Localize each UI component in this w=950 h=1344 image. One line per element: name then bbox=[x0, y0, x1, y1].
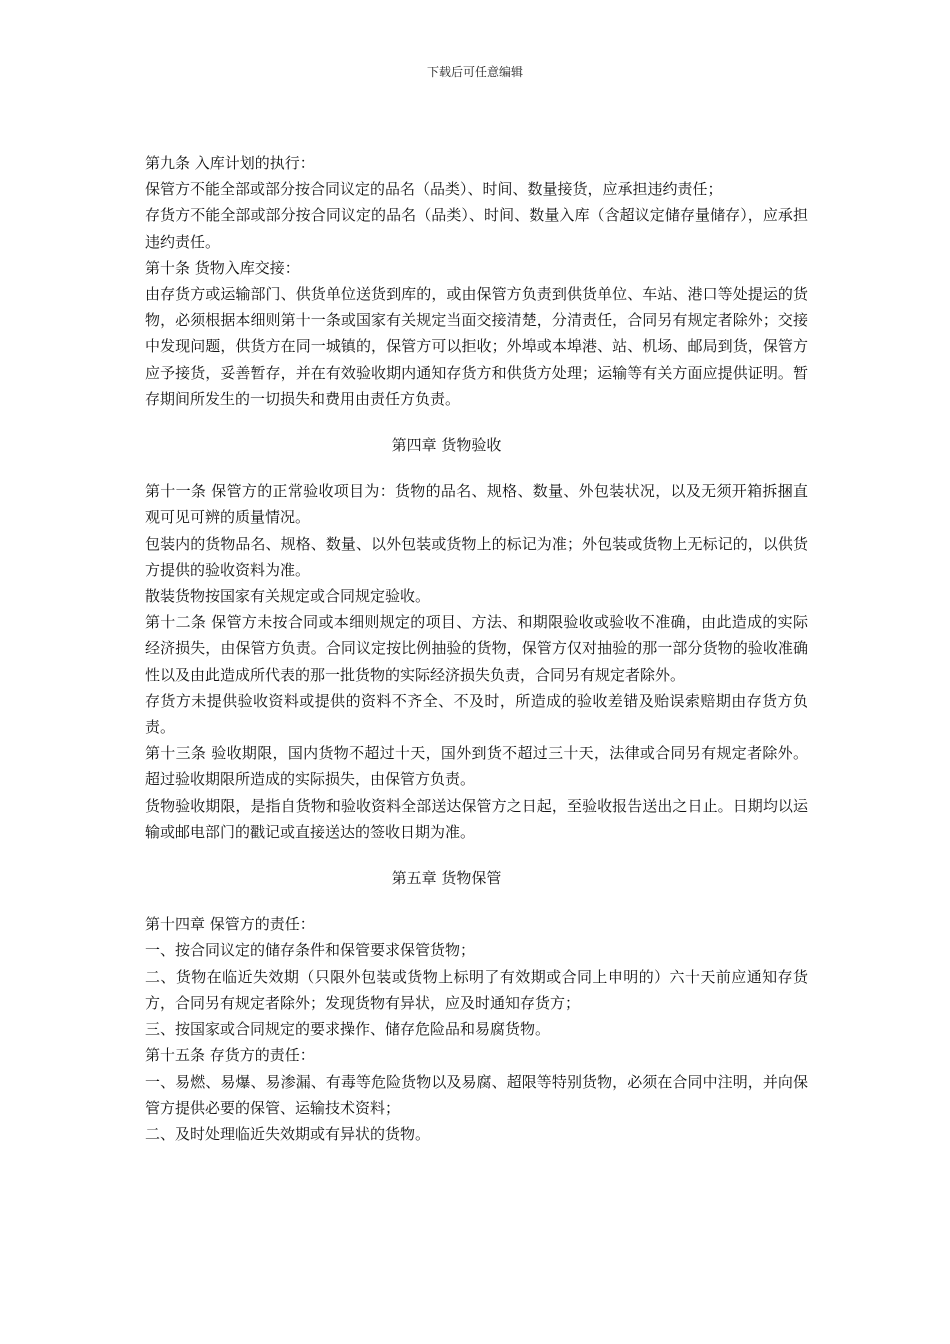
document-body bbox=[145, 150, 808, 1147]
paragraph: 存货方不能全部或部分按合同议定的品名（品类）、时间、数量入库（含超议定储存量储存），应承担违约责任。 bbox=[145, 206, 808, 251]
list-item: 二、货物在临近失效期（只限外包装或货物上标明了有效期或合同上申明的）六十天前应通知存货方，合同另有规定者除外；发现货物有异状，应及时通知存货方； bbox=[145, 967, 808, 1012]
article-10-title: 第十条 货物入库交接： bbox=[145, 258, 300, 277]
article-14-title: 第十四章 保管方的责任： bbox=[145, 915, 315, 934]
article-12-paragraph: 第十二条 保管方未按合同或本细则规定的项目、方法、和期限验收或验收不准确，由此造成的实际经济损失，由保管方负责。合同议定按比例抽验的货物，保管方仅对抽验的那一部分货物的验收准确性以及由此造成所代表的那一批货物的实际经济损失负责，合同另有规定者除外。 bbox=[145, 613, 808, 684]
paragraph: 包装内的货物品名、规格、数量、以外包装或货物上的标记为准；外包装或货物上无标记的，以供货方提供的验收资料为准。 bbox=[145, 534, 808, 579]
list-item: 二、及时处理临近失效期或有异状的货物。 bbox=[145, 1124, 431, 1143]
article-15-title: 第十五条 存货方的责任： bbox=[145, 1046, 315, 1065]
article-11-paragraph: 第十一条 保管方的正常验收项目为：货物的品名、规格、数量、外包装状况，以及无须开箱拆捆直观可见可辨的质量情况。 bbox=[145, 482, 808, 527]
paragraph: 货物验收期限，是指自货物和验收资料全部送达保管方之日起，至验收报告送出之日止。日期均以运输或邮电部门的戳记或直接送达的签收日期为准。 bbox=[145, 796, 808, 841]
chapter-5-heading: 第五章 货物保管 bbox=[391, 869, 502, 888]
chapter-4-heading: 第四章 货物验收 bbox=[391, 436, 502, 455]
article-9-title: 第九条 入库计划的执行： bbox=[145, 154, 315, 172]
list-item: 三、按国家或合同规定的要求操作、储存危险品和易腐货物。 bbox=[145, 1020, 551, 1039]
paragraph: 存货方未提供验收资料或提供的资料不齐全、不及时，所造成的验收差错及贻误索赔期由存货方负责。 bbox=[145, 691, 808, 737]
list-item: 一、易燃、易爆、易渗漏、有毒等危险货物以及易腐、超限等特别货物，必须在合同中注明，并向保管方提供必要的保管、运输技术资料； bbox=[145, 1072, 808, 1117]
header-note: 下载后可任意编辑 bbox=[426, 65, 523, 79]
paragraph: 保管方不能全部或部分按合同议定的品名（品类）、时间、数量接货，应承担违约责任； bbox=[145, 180, 723, 199]
paragraph: 散装货物按国家有关规定或合同规定验收。 bbox=[145, 587, 431, 606]
list-item: 一、按合同议定的储存条件和保管要求保管货物； bbox=[145, 941, 476, 960]
article-13-paragraph: 第十三条 验收期限，国内货物不超过十天，国外到货不超过三十天，法律或合同另有规定者除外。超过验收期限所造成的实际损失，由保管方负责。 bbox=[145, 744, 808, 789]
paragraph: 由存货方或运输部门、供货单位送货到库的，或由保管方负责到供货单位、车站、港口等处提运的货物，必须根据本细则第十一条或国家有关规定当面交接清楚，分清责任，合同另有规定者除外；交接中发现问题，供货方在同一城镇的，保管方可以拒收；外埠或本埠港、站、机场、邮局到货，保管方应予接货，妥善暂存，并在有效验收期内通知存货方和供货方处理；运输等有关方面应提供证明。暂存期间所发生的一切损失和费用由责任方负责。 bbox=[145, 285, 808, 408]
